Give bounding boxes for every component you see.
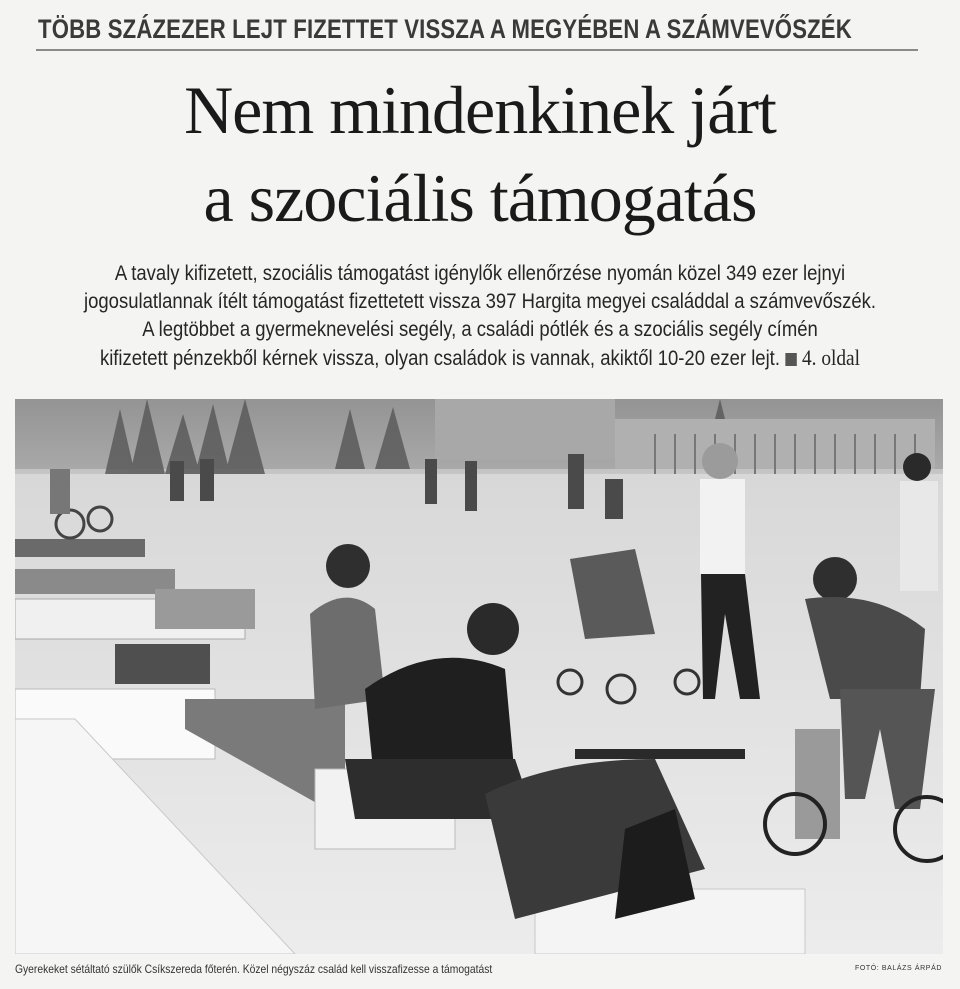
article-lead [26,260,934,373]
headline-line-2: a szociális támogatás [203,160,757,236]
headline-line-1: Nem mindenkinek járt [184,72,776,148]
article-headline [0,66,960,242]
lead-line-3: A legtöbbet a gyermeknevelési segély, a családi pótlék és a szociális segély címén [142,318,818,341]
town-square-photo [15,399,943,954]
lead-line-1: A tavaly kifizetett, szociális támogatást igénylők ellenőrzése nyomán közel 349 ezer lejnyi [114,262,846,285]
photo-credit: FOTÓ: BALÁZS ÁRPÁD [854,965,942,972]
article-photo [15,399,943,954]
page-reference[interactable]: 4. oldal [801,345,861,370]
kicker-headline: TÖBB SZÁZEZER LEJT FIZETTET VISSZA A MEGYÉBEN A SZÁMVEVŐSZÉK [38,14,852,44]
lead-line-4-text: kifizetett pénzekből kérnek vissza, olyan családok is vannak, akiktől 10-20 ezer lejt. [99,347,780,370]
lead-line-2: jogosulatlannak ítélt támogatást fizettetett vissza 397 Hargita megyei családdal a számvevőszék. [84,290,876,313]
lead-line-4 [80,344,879,373]
photo-caption: Gyerekeket sétáltató szülők Csíkszereda főterén. Közel négyszáz család kell visszafizesse a támogatást [15,962,493,976]
page-reference-marker-icon [785,353,796,366]
kicker-divider [36,49,918,51]
